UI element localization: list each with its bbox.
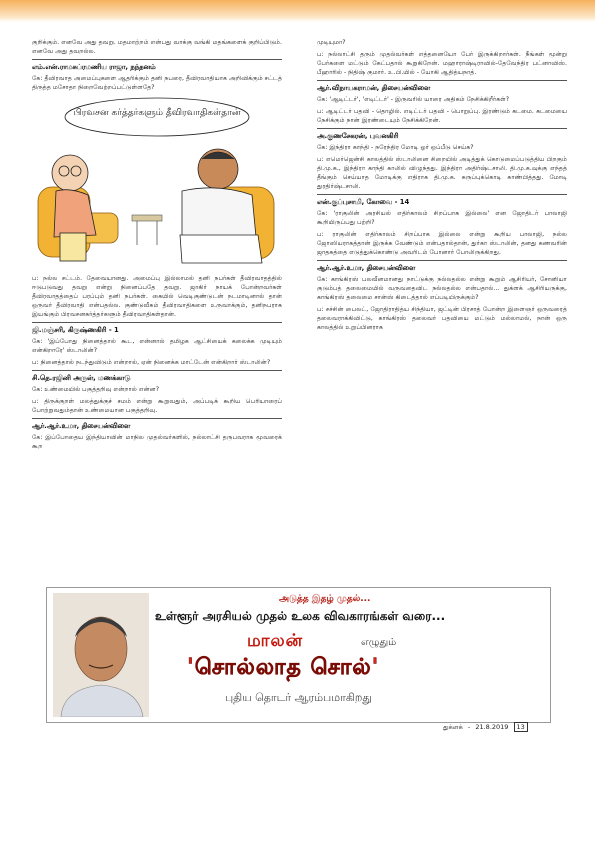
- author-photo: [53, 593, 149, 717]
- answer-text: ப: சச்சின் பைலட், ஜோதிராதித்ய சிந்தியா, ஜட்டின் பிரசாத் போன்ற இளைஞர் ஒருவரைத் தலைவராக்கிவிட்டு, காங்கிரஸ் தலைவர் பதவியை மட்டும் மல்லாமல், நான் ஒரு காலத்தில் உறுப்பினராக: [317, 306, 567, 331]
- divider: [317, 194, 567, 195]
- question-text: கே: 'ராகுலின் அரசியல் எதிர்காலம் சிறப்பாக இல்லை' என ஜோதிடர் பாலாஜி கூறியிருப்பது பற்றி?: [317, 210, 567, 226]
- left-column: [32, 38, 282, 454]
- divider: [317, 260, 567, 261]
- question-text: கே: 'ஆடிட்டர்', 'எடிட்டர்' - இருவரில் யாரை அதிகம் நேசிக்கிறீர்கள்?: [317, 96, 510, 103]
- ad-subtitle: புதிய தொடர் ஆரம்பமாகிறது: [225, 691, 372, 704]
- divider: [32, 322, 282, 323]
- ad-headline: உள்ளூர் அரசியல் முதல் உலக விவகாரங்கள் வரை...: [155, 609, 446, 623]
- footer-separator: -: [467, 723, 471, 731]
- cartoon-caption: பிரவசன கர்த்தர்களும் தீவிரவாதிகள்தான்: [73, 108, 241, 118]
- page-number: 13: [514, 722, 528, 732]
- intro-text: குறிக்கும். எனவே அது தவறு. மதமாற்றம் என்பது வாக்கு வங்கி மதங்களைக் குறிப்பிடும். எனவே அது தவறல்ல.: [32, 39, 282, 55]
- question-text: கே: இந்திரா காந்தி - நரேந்திர மோடி ஓர் ஒப்பீடு செய்க?: [317, 144, 474, 151]
- page-footer: [443, 723, 528, 732]
- series-announcement-ad: [46, 587, 551, 723]
- question-author: சி.தெ.ரஜினி அருள், மணக்காடு: [32, 374, 131, 382]
- question-text: கே: உண்மையில் பகுத்தறிவு என்றால் என்ன?: [32, 386, 160, 393]
- cartoon-illustration: [32, 95, 282, 270]
- question-text: கே: இப்போதைய இந்தியாவின் மாநில முதல்வர்களில், நல்லாட்சி தருபவராக மூவரைக் கூற: [32, 434, 282, 450]
- ad-author-name: மாலன்: [247, 631, 304, 651]
- divider: [32, 59, 282, 60]
- question-text: கே: தீவிரவாத அமைப்புகளை ஆதரிக்கும் தனி நபரை, தீவிரவாதியாக அறிவிக்கும் சட்டத் திருத்த மசோதா நிறைவேற்றப்பட்டுள்ளதே?: [32, 75, 282, 91]
- magazine-name: துக்ளக்: [443, 723, 463, 731]
- answer-text: ப: நினைத்தால் நடந்துவிடும் என்றால், ஏன் நினைக்க மாட்டேன் என்கிறார் ஸ்டாலின்?: [32, 359, 271, 366]
- divider: [32, 370, 282, 371]
- ad-series-title: 'சொல்லாத சொல்': [187, 655, 380, 680]
- question-author: எம்.என்.ராமசுப்ரமணிய ராஜா, நந்தனம்: [32, 63, 156, 71]
- answer-text: ப: எமெர்ஜென்சி காலத்தில் ஸ்டாலினை சிறையில் அடித்துக் கொடுமைப்படுத்திய பிறகும் தி.மு.க., இந்திரா காந்தி காலில் விழுந்தது. இந்திரா அதிர்ஷ்டசாலி. தி.மு.க.வுக்கு எந்தத் தீங்கும் செய்யாத மோடிக்கு எதிராக தி.மு.க. கருப்புக்கொடி காண்பித்தது. மோடி துரதிர்ஷ்டசாலி.: [317, 156, 567, 190]
- question-author: ஜி.மஞ்சரி, கிருஷ்ணகிரி - 1: [32, 326, 119, 334]
- question-continuation: முடியுமா?: [317, 39, 346, 46]
- right-column: [317, 38, 567, 335]
- divider: [32, 418, 282, 419]
- question-author: ஆர்.ஆர்.உமா, திசையன்விளை: [317, 264, 416, 272]
- question-author: ஆர்.விநாயகராமன், திசையன்விளை: [317, 84, 431, 92]
- answer-text: ப: ராகுலின் எதிர்காலம் சிறப்பாக இல்லை என்று கூறிய பாலாஜி, நல்ல ஜோஸியராகத்தான் இருக்க வேண்டும் என்பதால்தான், துர்கா ஸ்டாலின், தனது கணவரின் ஜாதகத்தை எடுத்துக்கொண்டு அவரிடம் போனார் போலிருக்கிறது.: [317, 231, 567, 256]
- top-color-band: [0, 0, 595, 22]
- question-author: என்.குப்புசாமி, கோவை - 14: [317, 198, 410, 206]
- question-text: கே: 'இப்போது நினைத்தால் கூட, என்னால் தமிழக ஆட்சியைக் கலைக்க முடியும் என்கிறாரே' ஸ்டாலின்?: [32, 338, 282, 354]
- divider: [317, 80, 567, 81]
- answer-text: ப: ஆடிட்டர் பதவி - தொழில். எடிட்டர் பதவி - பொறுப்பு. இரண்டும் கடமை. கடமையை நேசிக்கும் நான் இரண்டையும் நேசிக்கிறேன்.: [317, 108, 567, 124]
- question-author: அ.குணசேகரன், புவனகிரி: [317, 132, 399, 140]
- question-text: கே: காங்கிரஸ் பலவீனமானது நாட்டுக்கு நல்லதல்ல என்று கூறும் ஆசிரியர், சோனியா குடும்பத் தலைமையில் வருவதைவிட நல்லதல்ல என்பதால்... துக்ளக் ஆசிரியருக்கு, காங்கிரஸ் தலைமை சான்ஸ் கிடைத்தால் எப்படியிருக்கும்?: [317, 276, 567, 301]
- ad-tagline: அடுத்த இதழ் முதல்...: [279, 594, 371, 604]
- answer-text: ப: நல்லாட்சி தரும் முதல்வர்கள் எத்தனையோ பேர் இருக்கிறார்கள். நீங்கள் மூன்று பேர்களை மட்டும் கேட்பதால் கூறுகிறேன். மஹாராஷ்டிராவில்-தேவேந்திர பட்னாவிஸ். பீஹாரில் - நிதிஷ் குமார். உ.பி.யில் - யோகி ஆதித்யநாத்.: [317, 51, 567, 76]
- answer-text: ப: திருக்குறள் மலத்துக்குச் சமம் என்று கூறுவதும், அப்படிக் கூறிய பெரியாரைப் போற்றுவதும்தான் உண்மையான பகுத்தறிவு.: [32, 398, 282, 414]
- question-author: ஆர்.ஆர்.உமா, திசையன்விளை: [32, 422, 131, 430]
- ad-writes-label: எழுதும்: [361, 637, 397, 648]
- issue-date: 21.8.2019: [475, 723, 509, 731]
- answer-text: ப: நல்ல சட்டம். தேவையானது. அமைப்பு இல்லாமல் தனி நபர்கள் தீவிரவாதத்தில் ஈடுபடுவது தவறு என்று நினைப்பதே தவறு. ஜாகிர் நாயக் போன்றவர்கள் தீவிரவாதத்தைப் பரப்பும் தனி நபர்கள். கையில் வெடிகுண்டுடன் நடமாடினால் தான் ஒருவர் தீவிரவாதி என்பதல்ல. குண்டுவீசும் தீவிரவாதிகளை உருவாக்கும், தனிநபராக இயங்கும் பிரவசனகர்த்தர்களும் தீவிரவாதிகள்தான்.: [32, 275, 282, 318]
- divider: [317, 128, 567, 129]
